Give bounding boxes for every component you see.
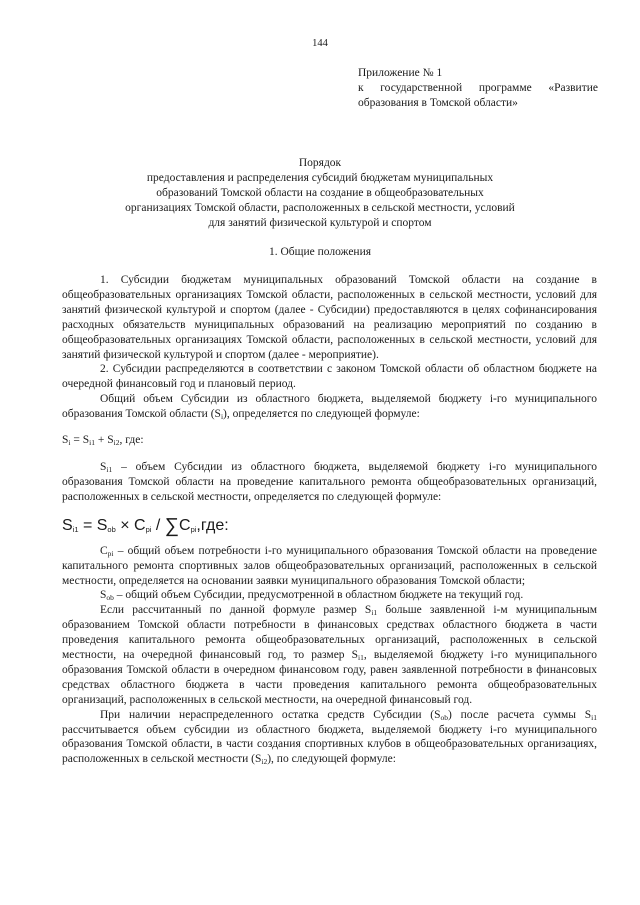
title-line-1: Порядок	[298, 157, 342, 169]
section-heading: 1. Общие положения	[268, 246, 372, 258]
paragraph-2: 2. Субсидии распределяются в соответствии с законом Томской области об областном бюджете на очередной финансовый год и плановый период.	[62, 363, 597, 391]
annex-line-3: образования в Томской области»	[358, 97, 518, 109]
title-line-5: для занятий физической культурой и спортом	[208, 217, 432, 229]
title-line-4: организациях Томской области, расположенных в сельской местности, условий	[125, 202, 515, 214]
document-title	[0, 156, 640, 231]
formula-1: $S_i = S_{i1} + S_{i2}$, где:	[62, 434, 144, 448]
paragraph-1: 1. Субсидии бюджетам муниципальных образований Томской области на создание в общеобразовательных организациях Томской области, расположенных в сельской местности, условий для занятий физической культурой и спортом (далее - Субсидии) предоставляются в целях софинансирования расходных обязательств муниципальных образований на реализацию мероприятий по созданию в общеобразовательных организациях Томской области, расположенных в сельской местности, условий для занятий физической культурой и спортом (далее - мероприятие).	[62, 274, 597, 361]
annex-header	[358, 66, 598, 111]
paragraph-6: $S_{ob}$ – общий объем Субсидии, предусмотренной в областном бюджете на текущий год.	[100, 589, 524, 603]
paragraph-3: Общий объем Субсидии из областного бюджета, выделяемой бюджету i-го муниципального образования Томской области $(S_i)$, определяется по следующей формуле:	[62, 393, 597, 422]
paragraph-4: $S_{i1}$ – объем Субсидии из областного бюджета, выделяемой бюджету i-го муниципального образования Томской области на проведение капитального ремонта общеобразовательных организаций, расположенных в сельской местности, определяется по следующей формуле:	[62, 460, 597, 503]
title-line-3: образований Томской области на создание в общеобразовательных	[156, 187, 484, 199]
title-line-2: предоставления и распределения субсидий бюджетам муниципальных	[146, 172, 494, 184]
annex-title: Приложение № 1	[358, 67, 443, 79]
annex-line-2: к государственной программе «Развитие	[358, 82, 598, 94]
page-number: 144	[312, 38, 328, 49]
paragraph-7: Если рассчитанный по данной формуле размер $S_{i1}$ больше заявленной i-м муниципальным образованием Томской области потребности в финансовых средствах областного бюджета в части проведения капитального ремонта общеобразовательных организаций, расположенных в сельской местности, на очередной финансовый год, то размер $S_{i1}$, выделяемой бюджету i-го муниципального образования Томской области в очередном финансовом году, равен заявленной потребности в финансовых средствах областного бюджета в части проведения капитального ремонта общеобразовательных организаций, расположенных в сельской местности, на очередной финансовый год.	[62, 604, 597, 706]
document-body	[62, 273, 597, 767]
sum-symbol: ∑	[164, 514, 180, 537]
paragraph-5: $C_{pi}$ – общий объем потребности i-го муниципального образования Томской области на проведение капитального ремонта спортивных залов общеобразовательных организаций, расположенных в сельской местности, определяется на основании заявки муниципального образования Томской области;	[62, 544, 597, 587]
formula-2: $S_{i1} = S_{ob} \times C_{pi} / \sum C_{pi},где$:	[62, 514, 229, 537]
paragraph-8: При наличии нераспределенного остатка средств Субсидии $(S_{ob})$ после расчета суммы $S_{i1}$ рассчитывается объем субсидии из областного бюджета, выделяемой бюджету i-го муниципального образования Томской области, в части создания спортивных клубов в общеобразовательных организациях, расположенных в сельской местности $(S_{i2})$, по следующей формуле:	[62, 708, 597, 767]
